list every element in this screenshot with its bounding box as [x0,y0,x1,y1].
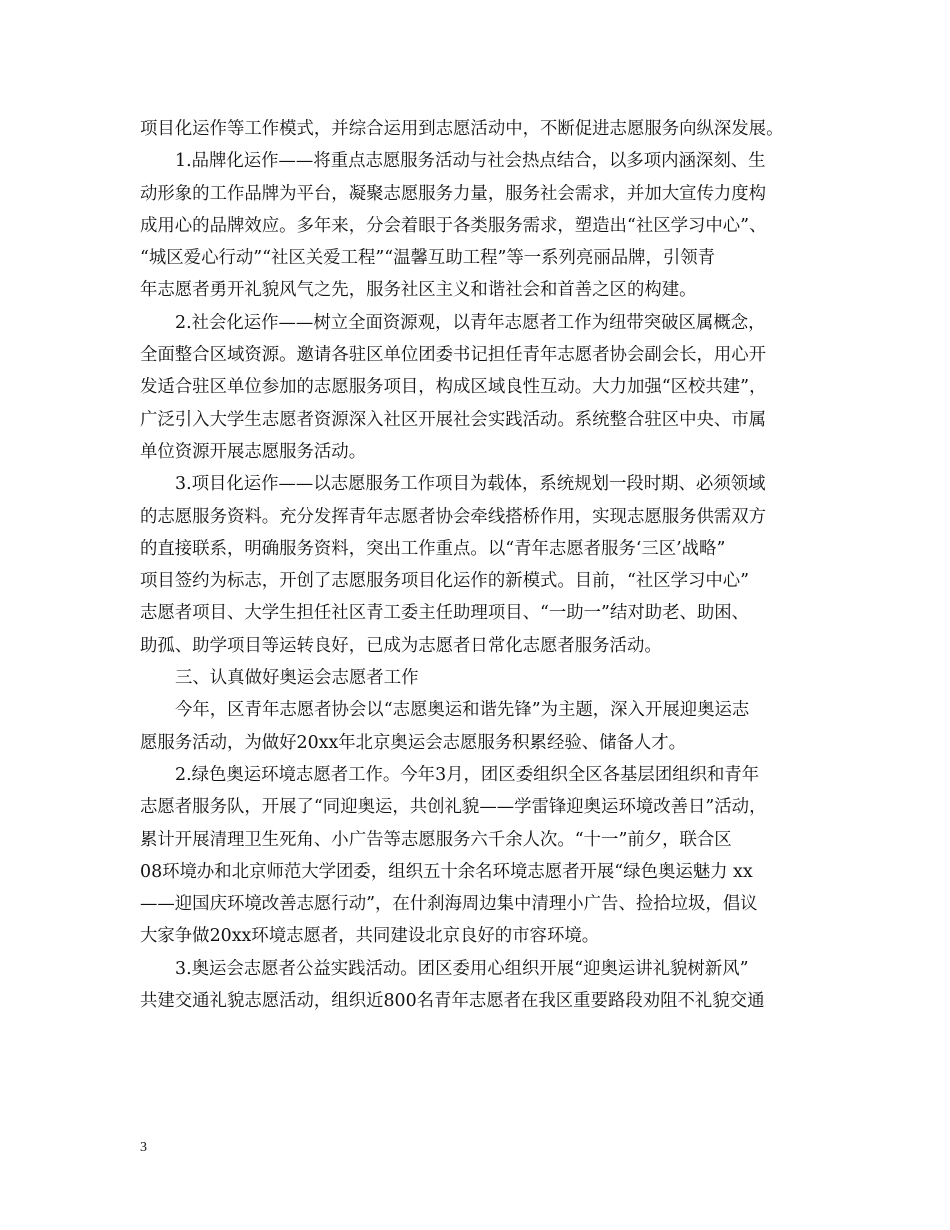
text-line: “城区爱心行动”“社区关爱工程”“温馨互助工程”等一系列亮丽品牌，引领青 [140,248,716,269]
text-line: 志愿者服务队，开展了“同迎奥运，共创礼貌——学雷锋迎奥运环境改善日”活动， [140,797,767,818]
text-line: 三、认真做好奥运会志愿者工作 [175,668,419,689]
text-line: 的直接联系，明确服务资料，突出工作重点。以“青年志愿者服务‘三区’战略” [140,538,726,559]
text-line: 08环境办和北京师范大学团委，组织五十余名环境志愿者开展“绿色奥运魅力 xx [140,861,753,882]
text-line: 志愿者项目、大学生担任社区青工委主任助理项目、“一助一”结对助老、助困、 [140,603,750,624]
text-line: 今年，区青年志愿者协会以“志愿奥运和谐先锋”为主题，深入开展迎奥运志 [175,700,750,721]
text-line: 累计开展清理卫生死角、小广告等志愿服务六千余人次。“十一”前夕，联合区 [140,829,732,850]
text-line: 的志愿服务资料。充分发挥青年志愿者协会牵线搭桥作用，实现志愿服务供需双方 [140,506,767,527]
text-line: 3.奥运会志愿者公益实践活动。团区委用心组织开展“迎奥运讲礼貌树新风” [175,958,749,979]
text-line: 助孤、助学项目等运转良好，已成为志愿者日常化志愿者服务活动。 [140,635,662,656]
text-line: 3.项目化运作——以志愿服务工作项目为载体，系统规划一段时期、必须领域 [175,474,766,495]
text-line: 项目签约为标志，开创了志愿服务项目化运作的新模式。目前，“社区学习中心” [140,571,750,592]
page-number: 3 [140,1140,147,1155]
text-line: ——迎国庆环境改善志愿行动”，在什刹海周边集中清理小广告、捡拾垃圾，倡议 [140,894,758,915]
text-line: 发适合驻区单位参加的志愿服务项目，构成区域良性互动。大力加强“区校共建”， [140,377,767,398]
text-line: 全面整合区域资源。邀请各驻区单位团委书记担任青年志愿者协会副会长，用心开 [140,345,767,366]
text-line: 广泛引入大学生志愿者资源深入社区开展社会实践活动。系统整合驻区中央、市属 [140,409,767,430]
text-line: 1.品牌化运作——将重点志愿服务活动与社会热点结合，以多项内涵深刻、生 [175,151,766,172]
text-line: 愿服务活动，为做好20xx年北京奥运会志愿服务积累经验、储备人才。 [140,732,687,753]
text-line: 年志愿者勇开礼貌风气之先，服务社区主义和谐社会和首善之区的构建。 [140,280,697,301]
document-body [140,113,820,1017]
text-line: 动形象的工作品牌为平台，凝聚志愿服务力量，服务社会需求，并加大宣传力度构 [140,183,767,204]
text-line: 单位资源开展志愿服务活动。 [140,441,367,462]
text-line: 成用心的品牌效应。多年来，分会着眼于各类服务需求，塑造出“社区学习中心”、 [140,215,767,236]
text-line: 2.社会化运作——树立全面资源观，以青年志愿者工作为纽带突破区属概念， [175,312,766,333]
text-line: 2.绿色奥运环境志愿者工作。今年3月，团区委组织全区各基层团组织和青年 [175,764,760,785]
text-line: 项目化运作等工作模式，并综合运用到志愿活动中，不断促进志愿服务向纵深发展。 [140,119,784,139]
text-line: 大家争做20xx环境志愿者，共同建设北京良好的市容环境。 [140,926,600,947]
text-line: 共建交通礼貌志愿活动，组织近800名青年志愿者在我区重要路段劝阻不礼貌交通 [140,991,765,1012]
